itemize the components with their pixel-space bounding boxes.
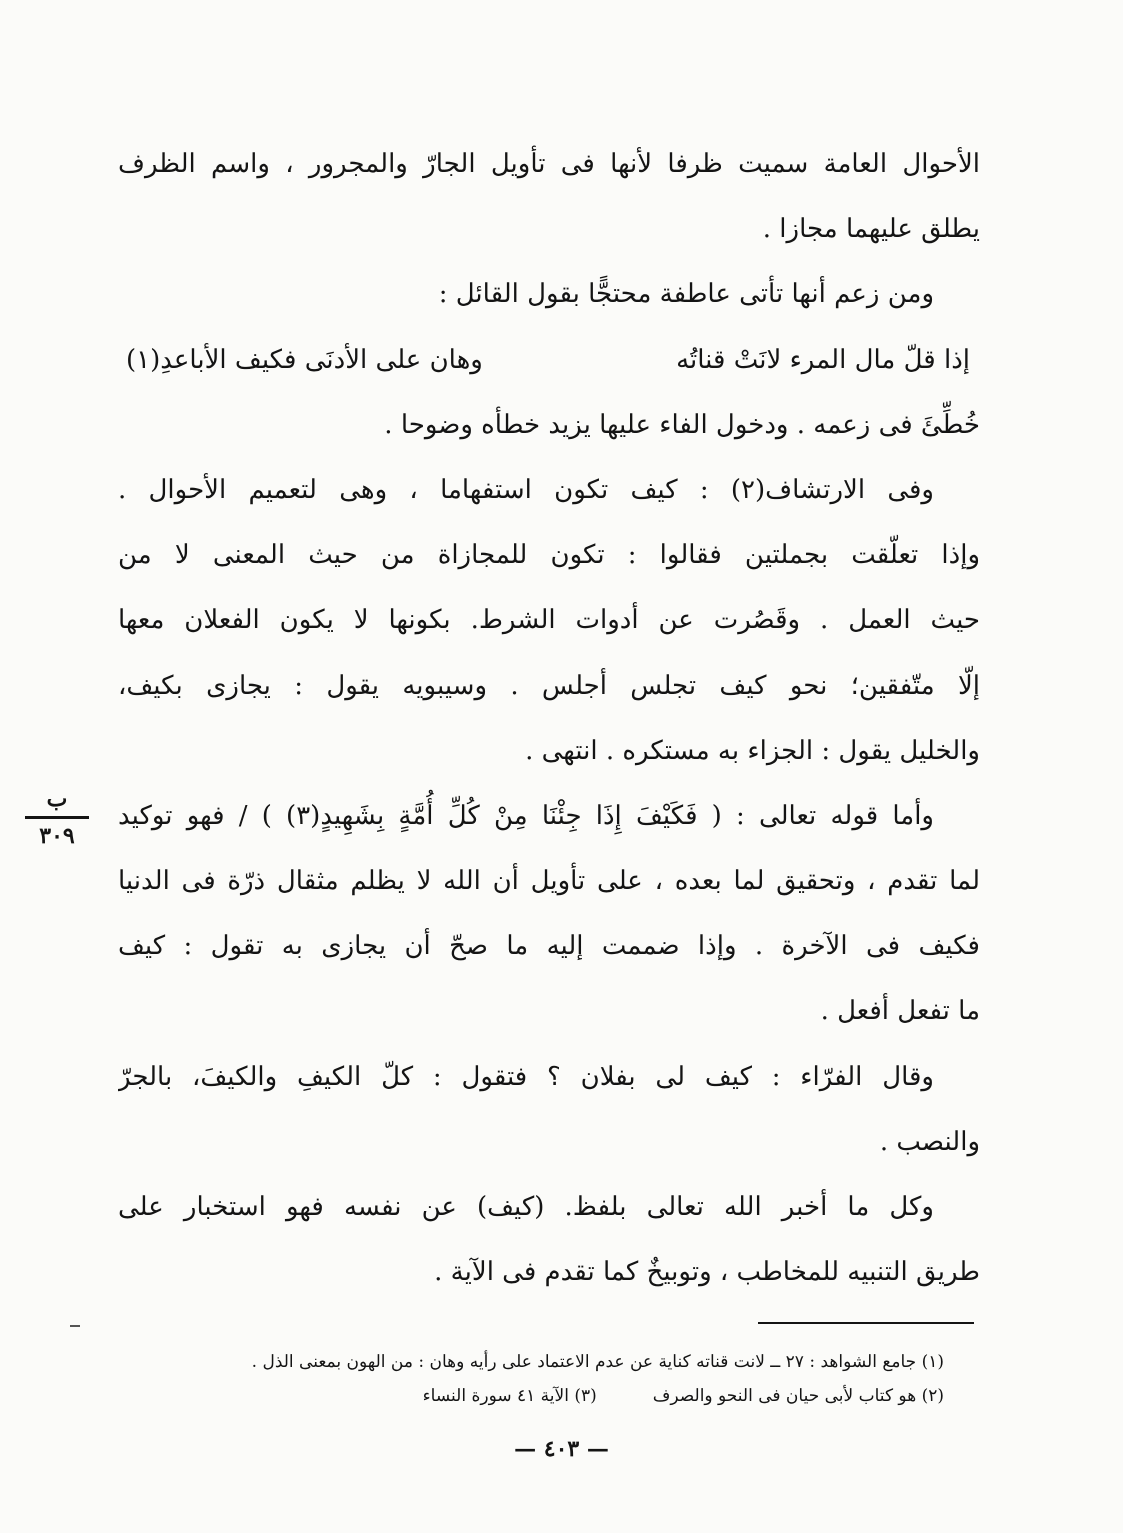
text-line-17: طريق التنبيه للمخاطب ، وتوبيخٌ كما تقدم فى الآية . xyxy=(434,1257,980,1288)
footnotes xyxy=(118,1345,980,1413)
footnote-2: (٢) هو كتاب لأبى حيان فى النحو والصرف xyxy=(652,1386,944,1406)
manuscript-folio-note xyxy=(10,786,104,849)
text-line-13: ما تفعل أفعل . xyxy=(820,996,980,1027)
text-line-14: وقال الفرّاء : كيف لى بفلان ؟ فتقول : كلّ الكيفِ والكيفَ، بالجرّ xyxy=(118,1061,934,1092)
verse-first-hemistich: إذا قلّ مال المرء لانَتْ قناتُه xyxy=(676,344,970,375)
footnote-separator xyxy=(758,1322,974,1324)
text-line-5: وفى الارتشاف(٢) : كيف تكون استفهاما ، وهى لتعميم الأحوال . xyxy=(118,474,934,505)
folio-side: ب xyxy=(46,786,68,812)
text-line-16: وكل ما أخبر الله تعالى بلفظ. (كيف) عن نفسه فهو استخبار على xyxy=(118,1192,934,1222)
footnote-1: (١) جامع الشواهد : ٢٧ ــ لانت قناته كناية عن عدم الاعتماد على رأيه وهان : من الهون بمعنى الذل . xyxy=(251,1352,944,1372)
text-line-15: والنصب . xyxy=(879,1126,980,1157)
text-line-12: فكيف فى الآخرة . وإذا ضممت إليه ما صحّ أن يجازى به تقول : كيف xyxy=(118,931,980,962)
text-line-7: حيث العمل . وقَصُرت عن أدوات الشرط. بكونها لا يكون الفعلان معها xyxy=(118,605,980,636)
text-line-2: يطلق عليهما مجازا . xyxy=(762,214,980,245)
text-line-4: خُطِّئَ فى زعمه . ودخول الفاء عليها يزيد خطأه وضوحا . xyxy=(384,409,980,440)
verse-second-hemistich: وهان على الأدنَى فكيف الأباعدِ(١) xyxy=(126,344,483,375)
text-line-3: ومن زعم أنها تأتى عاطفة محتجًّا بقول القائل : xyxy=(438,279,934,310)
text-line-10: وأما قوله تعالى : ( فَكَيْفَ إِذَا جِئْنَا مِنْ كُلِّ أُمَّةٍ بِشَهِيدٍ(٣) ) / فهو توكيد xyxy=(118,800,934,831)
text-line-11: لما تقدم ، وتحقيق لما بعده ، على تأويل أن الله لا يظلم مثقال ذرّة فى الدنيا xyxy=(118,866,980,897)
folio-divider xyxy=(25,816,89,819)
text-line-6: وإذا تعلّقت بجملتين فقالوا : تكون للمجازاة من حيث المعنى لا من xyxy=(118,540,980,571)
text-line-9: والخليل يقول : الجزاء به مستكره . انتهى . xyxy=(525,735,980,766)
text-line-8: إلّا متّفقين؛ نحو كيف تجلس أجلس . وسيبويه يقول : يجازى بكيف، xyxy=(118,670,980,701)
footnote-3: (٣) الآية ٤١ سورة النساء xyxy=(422,1386,597,1406)
verse-line xyxy=(118,328,980,393)
main-text xyxy=(118,132,980,1305)
text-line-1: الأحوال العامة سميت ظرفا لأنها فى تأويل الجارّ والمجرور ، واسم الظرف xyxy=(118,149,980,179)
page-number: — ٤٠٣ — xyxy=(514,1436,609,1462)
footnote-line-2 xyxy=(118,1379,980,1413)
folio-number: ٣٠٩ xyxy=(39,823,75,849)
margin-dash xyxy=(70,1325,80,1327)
